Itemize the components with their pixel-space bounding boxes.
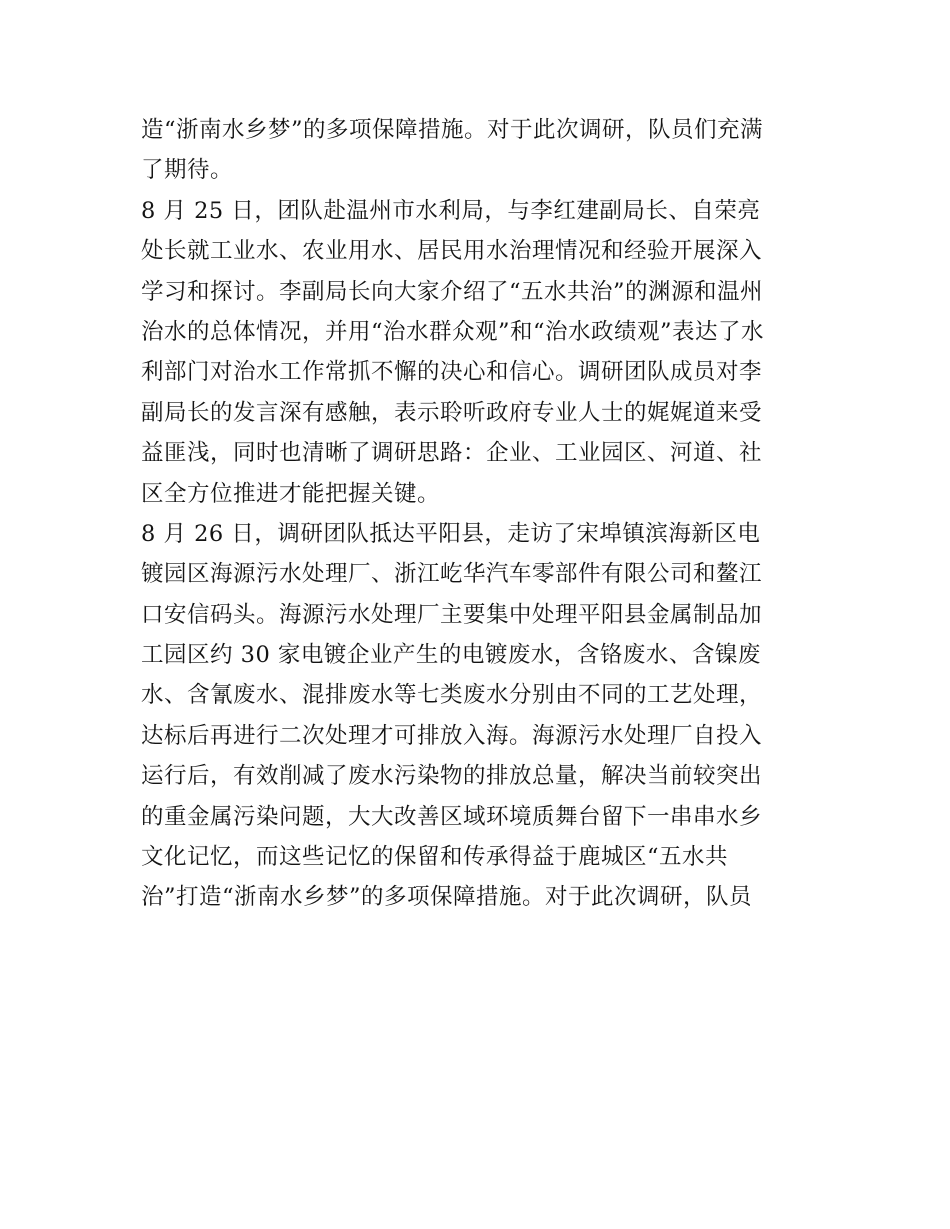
text-line: 利部门对治水工作常抓不懈的决心和信心。调研团队成员对李 [141, 359, 763, 386]
text-line: 区全方位推进才能把握关键。 [141, 480, 441, 507]
text-line: 治”打造“浙南水乡梦”的多项保障措施。对于此次调研，队员 [141, 884, 753, 911]
text-line: 运行后，有效削减了废水污染物的排放总量，解决当前较突出 [141, 763, 763, 790]
text-line: 益匪浅，同时也清晰了调研思路：企业、工业园区、河道、社 [141, 440, 763, 467]
text-line: 副局长的发言深有感触，表示聆听政府专业人士的娓娓道来受 [141, 399, 763, 426]
text-line: 学习和探讨。李副局长向大家介绍了“五水共治”的渊源和温州 [141, 278, 764, 305]
text-line: 8 月 26 日，调研团队抵达平阳县，走访了宋埠镇滨海新区电 [141, 520, 761, 547]
text-line: 口安信码头。海源污水处理厂主要集中处理平阳县金属制品加 [141, 601, 763, 628]
text-line: 8 月 25 日，团队赴温州市水利局，与李红建副局长、自荣亮 [141, 197, 761, 224]
text-line: 工园区约 30 家电镀企业产生的电镀废水，含铬废水、含镍废 [141, 642, 761, 669]
text-line: 文化记忆，而这些记忆的保留和传承得益于鹿城区“五水共 [141, 844, 729, 871]
text-line: 水、含氰废水、混排废水等七类废水分别由不同的工艺处理， [141, 682, 763, 709]
text-line: 达标后再进行二次处理才可排放入海。海源污水处理厂自投入 [141, 722, 763, 749]
text-line: 的重金属污染问题，大大改善区域环境质舞台留下一串串水乡 [141, 803, 763, 830]
text-line: 造“浙南水乡梦”的多项保障措施。对于此次调研，队员们充满 [141, 117, 764, 143]
body-text [141, 110, 821, 918]
text-line: 镀园区海源污水处理厂、浙江屹华汽车零部件有限公司和鳌江 [141, 561, 763, 588]
text-line: 了期待。 [141, 157, 234, 184]
text-line: 治水的总体情况，并用“治水群众观”和“治水政绩观”表达了水 [141, 318, 765, 345]
text-line: 处长就工业水、农业用水、居民用水治理情况和经验开展深入 [141, 238, 763, 265]
